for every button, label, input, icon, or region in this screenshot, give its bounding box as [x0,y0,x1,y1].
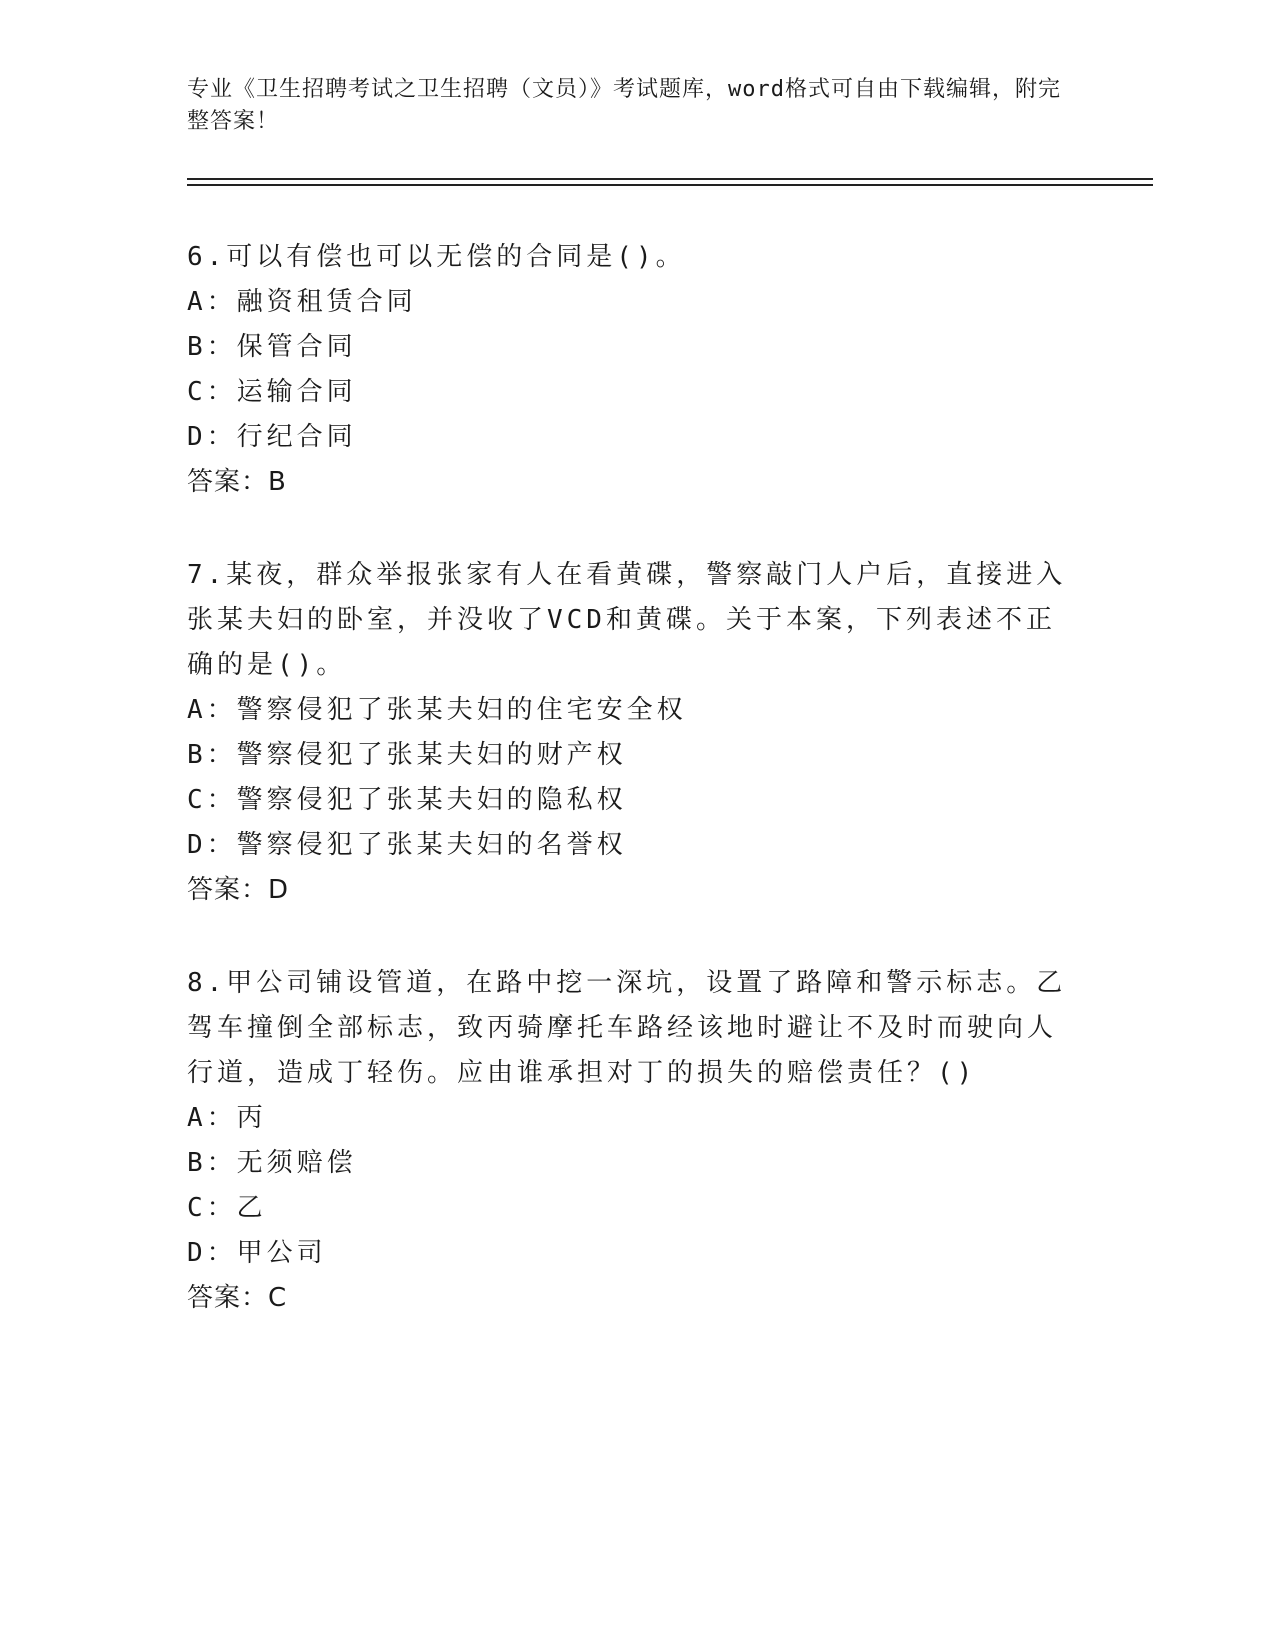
answer-text: 答案：C [187,1283,288,1313]
answer-text: 答案：D [187,875,290,905]
option-a: A：融资租赁合同 [187,287,417,317]
option-d: D：甲公司 [187,1238,327,1268]
option-d: D：行纪合同 [187,422,357,452]
question-list [187,235,1067,1369]
option-c: C：警察侵犯了张某夫妇的隐私权 [187,785,627,815]
option-a: A：警察侵犯了张某夫妇的住宅安全权 [187,695,687,725]
question-text: 8.甲公司铺设管道，在路中挖一深坑，设置了路障和警示标志。乙驾车撞倒全部标志，致丙骑摩托车路经该地时避让不及时而驶向人行道，造成丁轻伤。应由谁承担对丁的损失的赔偿责任？() [187,968,1067,1088]
header-divider-bottom [187,184,1153,186]
option-b: B：无须赔偿 [187,1148,357,1178]
option-a: A：丙 [187,1103,267,1133]
question-item [187,961,1067,1321]
question-item [187,553,1067,913]
document-header: 专业《卫生招聘考试之卫生招聘（文员）》考试题库，word格式可自由下载编辑，附完整答案！ [187,77,1061,134]
option-c: C：运输合同 [187,377,357,407]
question-text: 7.某夜，群众举报张家有人在看黄碟，警察敲门人户后，直接进入张某夫妇的卧室，并没收了VCD和黄碟。关于本案，下列表述不正确的是()。 [187,560,1067,680]
option-b: B：警察侵犯了张某夫妇的财产权 [187,740,627,770]
question-text: 6.可以有偿也可以无偿的合同是()。 [187,242,686,272]
answer-text: 答案：B [187,467,287,497]
option-d: D：警察侵犯了张某夫妇的名誉权 [187,830,627,860]
header-divider-top [187,178,1153,180]
option-c: C：乙 [187,1193,267,1223]
question-item [187,235,1067,505]
option-b: B：保管合同 [187,332,357,362]
